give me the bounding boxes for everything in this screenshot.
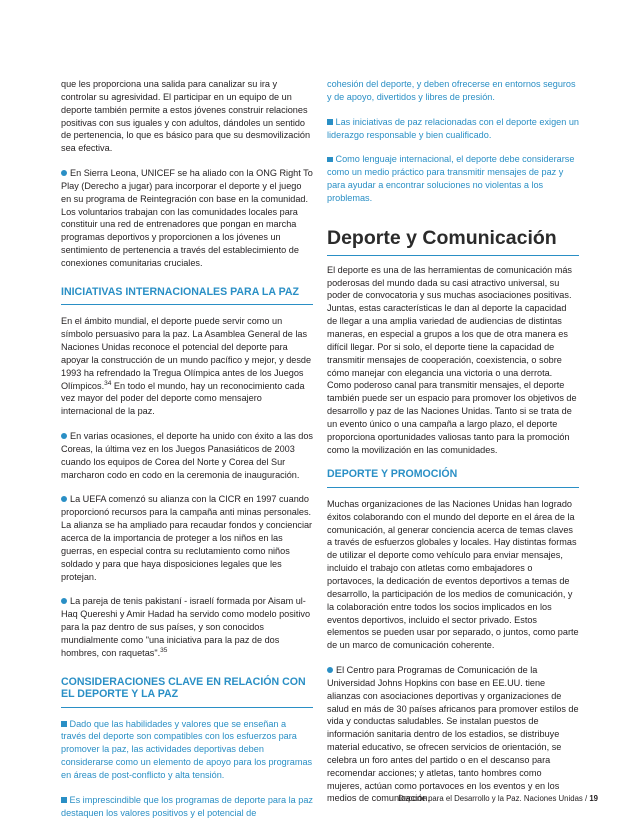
paragraph [61, 315, 313, 418]
bullet-square-icon [327, 119, 333, 125]
key-point-text: Las iniciativas de paz relacionadas con el deporte exigen un liderazgo responsable y bien cualificado. [327, 116, 579, 140]
key-point [327, 153, 579, 204]
bullet-square-icon [61, 797, 67, 803]
paragraph-text: En todo el mundo, hay un reconocimiento cada vez mayor del poder del deporte como mensajero internacional de la paz. [61, 380, 305, 417]
bullet-paragraph [327, 664, 579, 805]
bullet-text: En Sierra Leona, UNICEF se ha aliado con la ONG Right To Play (Derecho a jugar) para incorporar el deporte y el juego en su programa de Reintegración con base en la comunidad. Los voluntarios trabajan con las comunidades locales para constituir una red de entrenadores que pongan en marcha programas deportivos y proporcionen a los jóvenes un sentimiento de pertenencia a través del establecimiento de conexiones comunitarias cruciales. [61, 168, 313, 268]
footnote-ref: 34 [104, 379, 112, 387]
page-footer [398, 794, 598, 803]
bullet-paragraph [61, 430, 313, 481]
footnote-ref: 35 [160, 646, 168, 654]
bullet-dot-icon [61, 433, 67, 439]
footer-text: Deporte para el Desarrollo y la Paz. Naciones Unidas / [398, 794, 590, 803]
key-point-text: Como lenguaje internacional, el deporte debe considerarse como un medio práctico para transmitir mensajes de paz y para ayudar a encontrar soluciones no violentas a los problemas. [327, 154, 575, 203]
bullet-text: La pareja de tenis pakistaní - israelí formada por Aisam ul-Haq Quereshi y Amir Hadad ha servido como modelo positivo para la paz dentro de sus países, y son conocidos mundialmente como "una iniciativa para la paz de dos hombres, con raquetas". [61, 596, 311, 658]
left-column [61, 78, 313, 831]
bullet-dot-icon [327, 667, 333, 673]
bullet-dot-icon [61, 496, 67, 502]
key-point [61, 718, 313, 782]
key-point-text: Dado que las habilidades y valores que se enseñan a través del deporte son compatibles con los esfuerzos para promover la paz, las actividades deportivas deben considerarse como un elemento de apoyo para los programas en áreas de post-conflicto y alta tensión. [61, 718, 313, 780]
chapter-heading: Deporte y Comunicación [327, 227, 579, 256]
paragraph: que les proporciona una salida para canalizar su ira y controlar su agresividad. El participar en un equipo de un deporte también permite a estos jóvenes construir relaciones positivas con sus iguales y con adultos, dándoles un sentido de pertenencia, lo que es básico para que su desmovilización sea efectiva. [61, 79, 311, 154]
bullet-dot-icon [61, 598, 67, 604]
paragraph: El deporte es una de las herramientas de comunicación más poderosas del mundo dada su casi atractivo universal, su poder de convocatoria y sus muchas asociaciones positivas. Juntas, estas características le dan al deporte la capacidad de llegar a una amplia variedad de audiencias de distintas maneras, en especial a grupos a los que de otra manera es difícil llegar. Por si solo, el deporte tiene la capacidad de transmitir mensajes de cooperación, coexistencia, o sobre cómo manejar con elegancia una victoria o una derrota. Como poderoso canal para transmitir mensajes, el deporte también puede ser un espacio para promover los objetivos de desarrollo y paz de las Naciones Unidas. Tanto si se trata de un evento único o una campaña a largo plazo, el deporte proporciona oportunidades valiosas tanto para la promoción como la movilización en las comunidades. [327, 264, 577, 455]
bullet-paragraph [61, 595, 313, 659]
section-heading: INICIATIVAS INTERNACIONALES PARA LA PAZ [61, 286, 313, 306]
paragraph: Muchas organizaciones de las Naciones Unidas han logrado éxitos colaborando con el mundo del deporte en el área de la comunicación, al generar conciencia acerca de temas claves a través de esfuerzos globales y locales. Hay distintas formas de utilizar el deporte como vehículo para enviar mensajes, incluido el trabajo con atletas como embajadores o portavoces, la dedicación de eventos deportivos a temas de desarrollo, la participación de los medios de comunicación, y la colaboración entre todos los socios implicados en los eventos deportivos, incluido el sector privado. Estos elementos se pueden usar por separado, o juntos, como parte de un marco de comunicación coherente. [327, 498, 579, 651]
bullet-text: La UEFA comenzó su alianza con la CICR en 1997 cuando proporcionó recursos para la campaña anti minas personales. La alianza se ha ampliado para recaudar fondos y concienciar acerca de la importancia de proteger a los niños en las guerras, en especial contra su reclutamiento como niños soldado y para que haya disposiciones legales que les protejan. [61, 494, 313, 582]
key-point [327, 116, 579, 142]
bullet-paragraph [61, 493, 313, 583]
section-heading: DEPORTE Y PROMOCIÓN [327, 468, 579, 488]
key-point [61, 794, 313, 820]
right-column [327, 78, 579, 817]
bullet-square-icon [327, 157, 333, 163]
bullet-paragraph [61, 167, 313, 270]
key-point-text: Es imprescindible que los programas de deporte para la paz destaquen los valores positivos y el potencial de [61, 794, 313, 818]
key-point-continued: cohesión del deporte, y deben ofrecerse en entornos seguros y de apoyo, divertidos y libres de presión. [327, 79, 576, 102]
paragraph-text: En el ámbito mundial, el deporte puede servir como un símbolo persuasivo para la paz. La Asamblea General de las Naciones Unidas reconoce el potencial del deporte para apoyar la construcción de un mundo pacífico y mejor, y desde 1993 ha refrendado la Tregua Olímpica antes de los Juegos Olímpicos. [61, 316, 312, 391]
page-number: 19 [589, 794, 598, 803]
bullet-text: El Centro para Programas de Comunicación de la Universidad Johns Hopkins con base en EE.UU. tiene alianzas con asociaciones deportivas y organizaciones de salud en más de 30 países africanos para promover estilos de vida y conductas saludables. Se instalan puestos de información sanitaria dentro de los estadios, se distribuye material educativo, se ofrecen servicios de orientación, se celebra un foro antes del partido o en el descanso para recomendar acciones; y atletas, tanto hombres como mujeres, actúan como portavoces en los eventos y en los medios de comunicación. [327, 665, 579, 804]
bullet-dot-icon [61, 170, 67, 176]
bullet-text: En varias ocasiones, el deporte ha unido con éxito a las dos Coreas, la última vez en los Juegos Panasiáticos de 2003 cuando los equipos de Corea del Norte y Corea del Sur marcharon codo en codo en la ceremonia de inauguración. [61, 431, 313, 480]
bullet-square-icon [61, 721, 67, 727]
section-heading: CONSIDERACIONES CLAVE EN RELACIÓN CON EL DEPORTE Y LA PAZ [61, 676, 313, 708]
